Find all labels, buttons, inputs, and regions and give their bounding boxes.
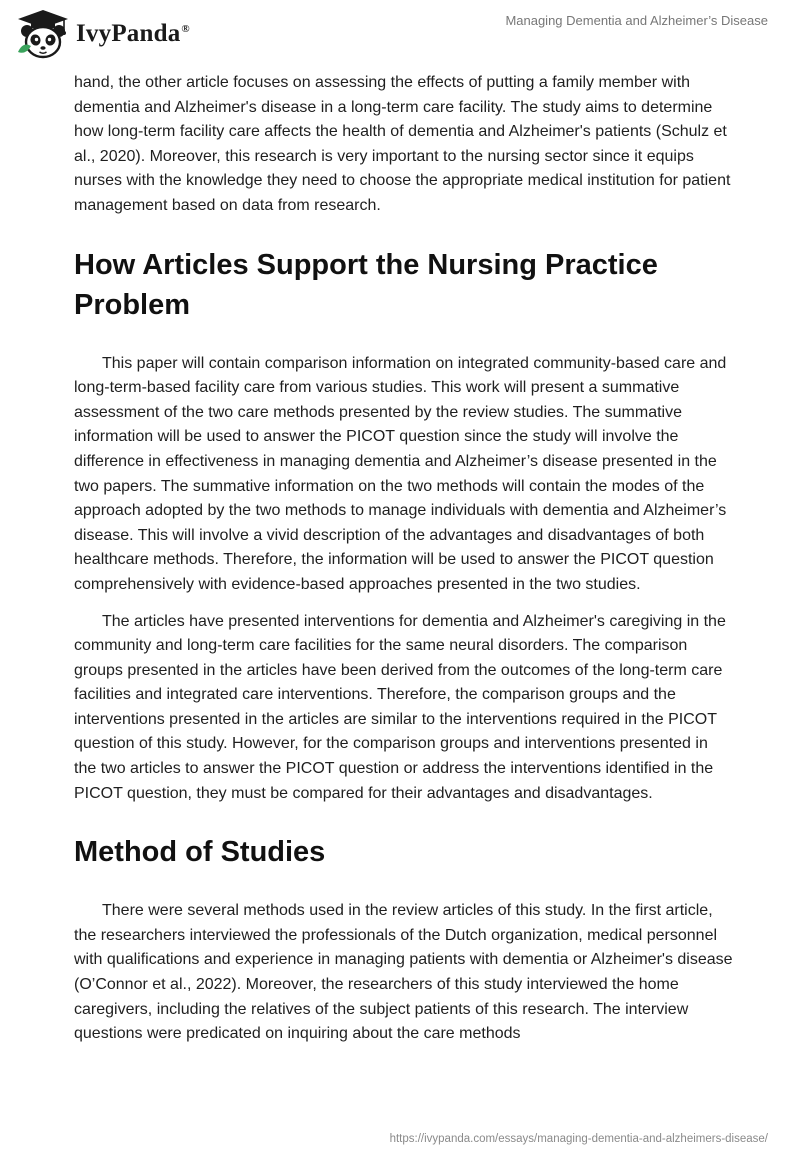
paragraph-interventions: The articles have presented interventions for dementia and Alzheimer's caregiving in the community and long-term care facilities for the same neural disorders. The comparison groups presented in the articles have been derived from the outcomes of the long-term care facilities and integrated care interventions. Therefore, the comparison groups and the interventions presented in the articles are similar to the interventions required in the PICOT question of this study. However, for the comparison groups and interventions presented in the two articles to answer the PICOT question or address the interventions identified in the PICOT question, they must be compared for their advantages and disadvantages. (74, 612, 726, 802)
paragraph-methods: There were several methods used in the review articles of this study. In the first article, the researchers interviewed the professionals of the Dutch organization, medical personnel with qualifications and experience in managing patients with dementia or Alzheimer's disease (O’Connor et al., 2022). Moreover, the researchers of this study interviewed the home caregivers, including the relatives of the subject patients of this research. The interview questions were predicated on inquiring about the care methods (74, 902, 733, 1043)
paragraph-continued: hand, the other article focuses on assessing the effects of putting a family member with dementia and Alzheimer's disease in a long-term care facility. The study aims to determine how long-term facility care affects the health of dementia and Alzheimer's patients (Schulz et al., 2020). Moreover, this research is very important to the nursing sector since it equips nurses with the knowledge they need to choose the appropriate medical institution for patient management based on data from research. (74, 74, 731, 214)
section-heading-method-of-studies: Method of Studies (74, 836, 326, 869)
section-heading-how-articles-support: How Articles Support the Nursing Practice Problem (74, 248, 658, 321)
essay-body (74, 71, 734, 1047)
document-title: Managing Dementia and Alzheimer’s Disease (505, 13, 768, 28)
page-header (0, 0, 800, 70)
panda-graduate-icon (14, 8, 72, 60)
brand-name: IvyPanda® (76, 20, 190, 47)
ivypanda-logo[interactable] (14, 8, 190, 60)
source-url[interactable]: https://ivypanda.com/essays/managing-dementia-and-alzheimers-disease/ (389, 1133, 768, 1145)
registered-mark: ® (181, 22, 190, 35)
paragraph-comparison-info: This paper will contain comparison information on integrated community-based care and long-term-based facility care from various studies. This work will present a summative assessment of the two care methods presented by the review studies. The summative information will be used to answer the PICOT question since the study will involve the difference in effectiveness in managing dementia and Alzheimer’s disease presented in the two papers. The summative information on the two methods will contain the modes of the approach adopted by the two methods to manage individuals with dementia and Alzheimer’s disease. This will involve a vivid description of the advantages and disadvantages of both healthcare methods. Therefore, the information will be used to answer the PICOT question comprehensively with evidence-based approaches presented in the two studies. (74, 354, 727, 593)
